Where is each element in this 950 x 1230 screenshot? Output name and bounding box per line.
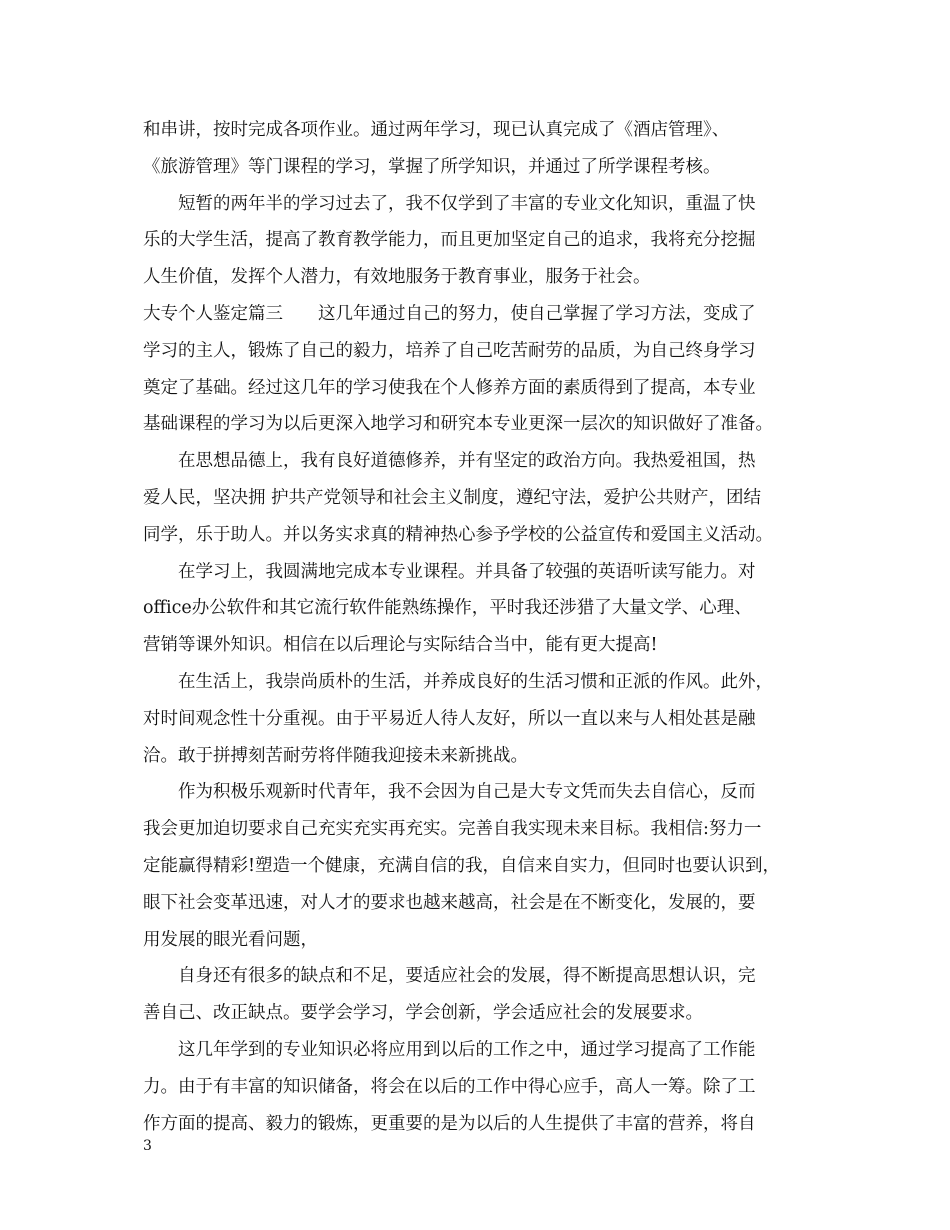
text-line: 我会更加迫切要求自己充实充实再充实。完善自我实现未来目标。我相信:努力一 [143,819,762,840]
text-line: 奠定了基础。经过这几年的学习使我在个人修养方面的素质得到了提高，本专业 [143,377,756,398]
text-line: 营销等课外知识。相信在以后理论与实际结合当中，能有更大提高! [143,635,658,656]
text-line: 在学习上，我圆满地完成本专业课程。并具备了较强的英语听读写能力。对 [143,561,756,582]
text-line: 用发展的眼光看问题， [143,929,318,950]
text-line: 在生活上，我崇尚质朴的生活，并养成良好的生活习惯和正派的作风。此外， [143,671,773,692]
text-line: office办公软件和其它流行软件能熟练操作，平时我还涉猎了大量文学、心理、 [143,598,752,619]
text-line: 《旅游管理》等门课程的学习，掌握了所学知识，并通过了所学课程考核。 [143,156,721,177]
text-line: 爱人民，坚决拥 护共产党领导和社会主义制度，遵纪守法，爱护公共财产，团结 [143,487,762,508]
text-line: 作方面的提高、毅力的锻炼，更重要的是为以后的人生提供了丰富的营养，将自 [143,1113,756,1134]
text-line: 和串讲，按时完成各项作业。通过两年学习，现已认真完成了《酒店管理》、 [143,120,730,140]
page-number: 3 [143,1138,152,1154]
text-line: 洽。敢于拼搏刻苦耐劳将伴随我迎接未来新挑战。 [143,745,528,766]
text-line: 对时间观念性十分重视。由于平易近人待人友好，所以一直以来与人相处甚是融 [143,708,756,729]
text-line: 善自己、改正缺点。要学会学习，学会创新，学会适应社会的发展要求。 [143,1003,703,1024]
text-line: 力。由于有丰富的知识储备，将会在以后的工作中得心应手，高人一筹。除了工 [143,1076,756,1097]
section-heading-line: 大专个人鉴定篇三 这几年通过自己的努力，使自己掌握了学习方法，变成了 [143,303,756,324]
text-line: 作为积极乐观新时代青年，我不会因为自己是大专文凭而失去自信心，反而 [143,782,756,803]
body-text [143,112,809,1142]
text-line: 在思想品德上，我有良好道德修养，并有坚定的政治方向。我热爱祖国，热 [143,451,756,472]
text-line: 乐的大学生活，提高了教育教学能力，而且更加坚定自己的追求，我将充分挖掘 [143,230,756,251]
text-line: 眼下社会变革迅速，对人才的要求也越来越高，社会是在不断变化，发展的，要 [143,892,756,913]
text-line: 基础课程的学习为以后更深入地学习和研究本专业更深一层次的知识做好了准备。 [143,414,773,435]
text-line: 学习的主人，锻炼了自己的毅力，培养了自己吃苦耐劳的品质，为自己终身学习 [143,340,756,361]
text-line: 自身还有很多的缺点和不足，要适应社会的发展，得不断提高思想认识，完 [143,966,756,987]
text-line: 短暂的两年半的学习过去了，我不仅学到了丰富的专业文化知识，重温了快 [143,193,756,214]
text-line: 这几年学到的专业知识必将应用到以后的工作之中，通过学习提高了工作能 [143,1039,756,1060]
text-line: 人生价值，发挥个人潜力，有效地服务于教育事业，服务于社会。 [143,267,651,288]
text-line: 定能赢得精彩!塑造一个健康，充满自信的我，自信来自实力，但同时也要认识到， [143,855,781,876]
text-line: 同学，乐于助人。并以务实求真的精神热心参予学校的公益宣传和爱国主义活动。 [143,524,773,545]
